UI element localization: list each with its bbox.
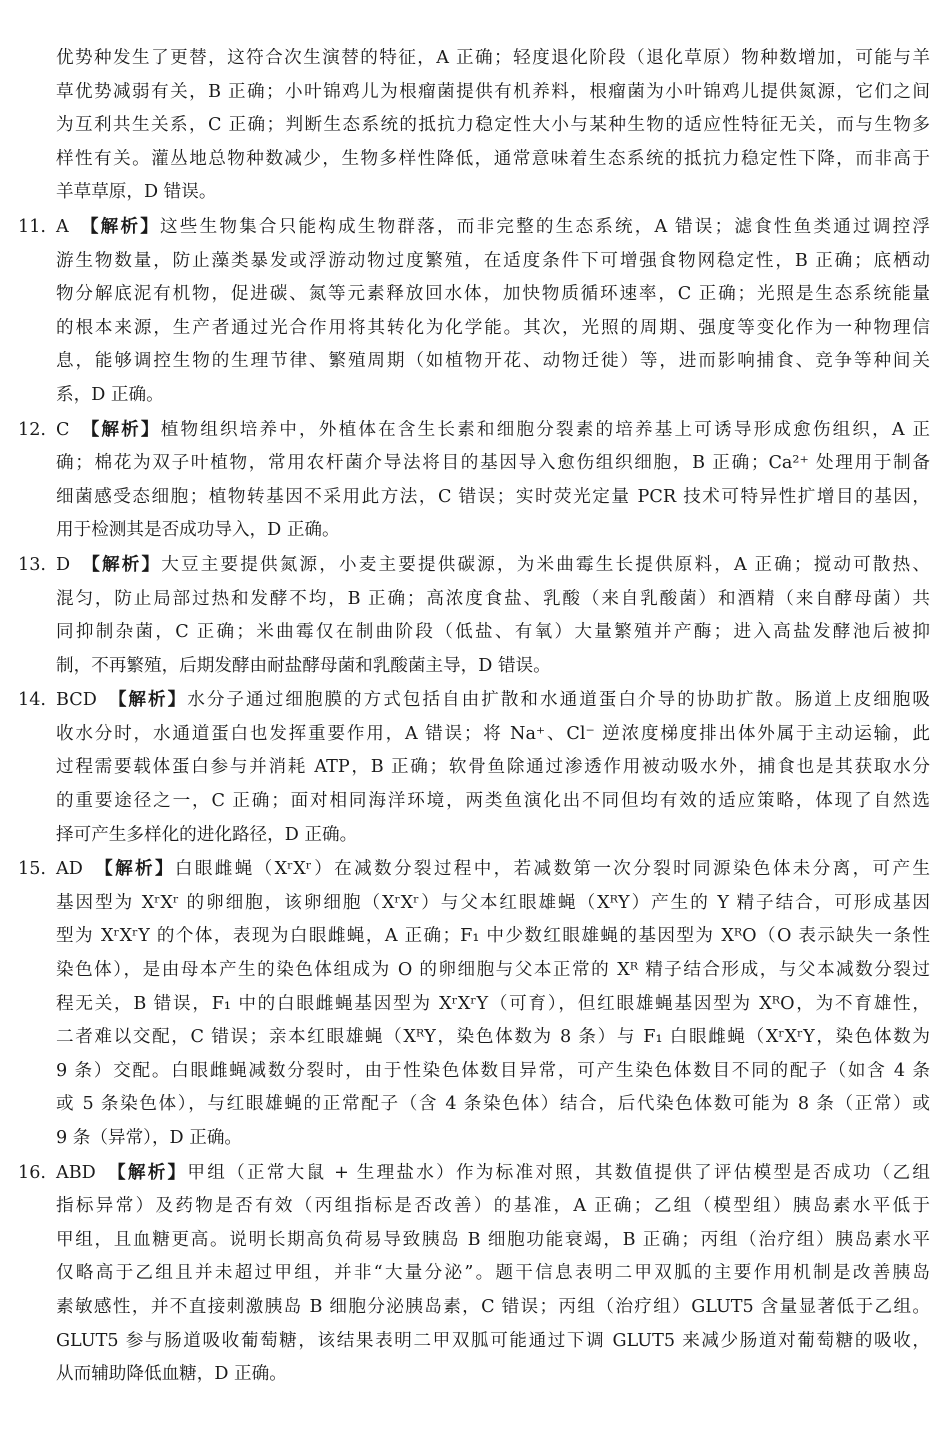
analysis-line: 仅略高于乙组且并未超过甲组，并非“大量分泌”。题干信息表明二甲双胍的主要作用机制是改善胰岛: [56, 1263, 930, 1284]
answer-item-13: [18, 548, 930, 683]
analysis-line: 甲组，且血糖更高。说明长期高负荷易导致胰岛 B 细胞功能衰竭，B 正确；丙组（治疗组）胰岛素水平: [56, 1229, 930, 1250]
analysis-line: 9 条）交配。白眼雌蝇减数分裂时，由于性染色体数目异常，可产生染色体数目不同的配子（如含 4 条: [56, 1060, 930, 1081]
question-number: 13.: [18, 554, 46, 575]
answer-key: BCD: [56, 690, 97, 711]
question-number: 15.: [18, 859, 46, 880]
analysis-tag: 【解析】: [79, 418, 161, 440]
intro-line: 为互利共生关系，C 正确；判断生态系统的抵抗力稳定性大小与某种生物的适应性特征无关，而与生物多: [56, 115, 930, 136]
analysis-text: 这些生物集合只能构成生物群落，而非完整的生态系统，A 错误；滤食性鱼类通过调控浮: [160, 216, 930, 237]
answer-key: A: [56, 216, 69, 237]
analysis-line: 染色体），是由母本产生的染色体组成为 O 的卵细胞与父本正常的 Xᴿ 精子结合形成，与父本减数分裂过: [56, 960, 930, 981]
answer-item-15: [18, 852, 930, 1155]
analysis-line: 的重要途径之一，C 正确；面对相同海洋环境，两类鱼演化出不同但均有效的适应策略，体现了自然选: [56, 791, 930, 812]
analysis-line: GLUT5 参与肠道吸收葡萄糖，该结果表明二甲双胍可能通过下调 GLUT5 来减少肠道对葡萄糖的吸收，: [56, 1330, 930, 1351]
intro-line: 样性有关。灌丛地总物种数减少，生物多样性降低，通常意味着生态系统的抵抗力稳定性下降，而非高于: [56, 148, 930, 169]
question-number: 11.: [18, 216, 46, 237]
analysis-line: 的根本来源，生产者通过光合作用将其转化为化学能。其次，光照的周期、强度等变化作为一种物理信: [56, 317, 930, 338]
analysis-line: 从而辅助降低血糖，D 正确。: [56, 1364, 287, 1385]
analysis-line: 9 条（异常），D 正确。: [56, 1128, 243, 1148]
analysis-tag: 【解析】: [80, 553, 162, 575]
question-number: 14.: [18, 690, 46, 711]
analysis-line: 物分解底泥有机物，促进碳、氮等元素释放回水体，加快物质循环速率，C 正确；光照是生态系统能量: [56, 284, 930, 305]
analysis-line: 二者难以交配，C 错误；亲本红眼雄蝇（XᴿY，染色体数为 8 条）与 F₁ 白眼雌蝇（XʳXʳY，染色体数为: [56, 1027, 930, 1048]
intro-line: 优势种发生了更替，这符合次生演替的特征，A 正确；轻度退化阶段（退化草原）物种数增加，可能与羊: [56, 48, 930, 68]
analysis-text: 植物组织培养中，外植体在含生长素和细胞分裂素的培养基上可诱导形成愈伤组织，A 正: [160, 419, 930, 440]
answer-item-12: [18, 413, 930, 548]
analysis-line: 收水分时，水通道蛋白也发挥重要作用，A 错误；将 Na⁺、Cl⁻ 逆浓度梯度排出体外属于主动运输，此: [56, 723, 930, 744]
analysis-text: 水分子通过细胞膜的方式包括自由扩散和水通道蛋白介导的协助扩散。肠道上皮细胞吸: [187, 690, 930, 711]
analysis-text: 甲组（正常大鼠 + 生理盐水）作为标准对照，其数值提供了评估模型是否成功（乙组: [187, 1162, 930, 1183]
question-number: 16.: [18, 1162, 46, 1183]
analysis-line: 混匀，防止局部过热和发酵不均，B 正确；高浓度食盐、乳酸（来自乳酸菌）和酒精（来自酵母菌）共: [56, 588, 930, 609]
answer-key: ABD: [56, 1162, 96, 1183]
answer-first-line: [18, 683, 930, 718]
analysis-line: 确；棉花为双子叶植物，常用农杆菌介导法将目的基因导入愈伤组织细胞，B 正确；Ca²⁺ 处理用于制备: [56, 453, 930, 474]
answer-first-line: [18, 548, 930, 583]
answer-key: AD: [56, 859, 83, 880]
answer-key: D: [56, 554, 71, 575]
answer-item-16: [18, 1156, 930, 1392]
analysis-line: 过程需要载体蛋白参与并消耗 ATP，B 正确；软骨鱼除通过渗透作用被动吸水外，捕食也是其获取水分: [56, 757, 930, 778]
intro-paragraph: [18, 42, 930, 210]
analysis-line: 基因型为 XʳXʳ 的卵细胞，该卵细胞（XʳXʳ）与父本红眼雄蝇（XᴿY）产生的 Y 精子结合，可形成基因: [56, 892, 930, 913]
analysis-line: 素敏感性，并不直接刺激胰岛 B 细胞分泌胰岛素，C 错误；丙组（治疗组）GLUT5 含量显著低于乙组。: [56, 1296, 930, 1317]
answer-item-14: [18, 683, 930, 852]
answer-list: [18, 210, 930, 1392]
analysis-tag: 【解析】: [106, 689, 188, 711]
answer-first-line: [18, 1156, 930, 1191]
analysis-line: 息，能够调控生物的生理节律、繁殖周期（如植物开花、动物迁徙）等，进而影响捕食、竞争等种间关: [56, 351, 930, 372]
analysis-line: 或 5 条染色体），与红眼雄蝇的正常配子（含 4 条染色体）结合，后代染色体数可能为 8 条（正常）或: [56, 1094, 930, 1115]
analysis-line: 细菌感受态细胞；植物转基因不采用此方法，C 错误；实时荧光定量 PCR 技术可特异性扩增目的基因，: [56, 486, 930, 507]
analysis-text: 大豆主要提供氮源，小麦主要提供碳源，为米曲霉生长提供原料，A 正确；搅动可散热、: [161, 554, 930, 575]
answer-first-line: [18, 852, 930, 887]
analysis-text: 白眼雌蝇（XʳXʳ）在减数分裂过程中，若减数第一次分裂时同源染色体未分离，可产生: [174, 859, 930, 880]
answer-item-11: [18, 210, 930, 413]
analysis-tag: 【解析】: [92, 858, 175, 880]
analysis-line: 型为 XʳXʳY 的个体，表现为白眼雌蝇，A 正确；F₁ 中少数红眼雄蝇的基因型为 XᴿO（O 表示缺失一条性: [56, 926, 930, 947]
answer-first-line: [18, 210, 930, 245]
analysis-tag: 【解析】: [105, 1161, 188, 1183]
analysis-line: 择可产生多样化的进化路径，D 正确。: [56, 824, 358, 845]
analysis-line: 制，不再繁殖，后期发酵由耐盐酵母菌和乳酸菌主导，D 错误。: [56, 655, 551, 676]
analysis-line: 指标异常）及药物是否有效（丙组指标是否改善）的基准，A 正确；乙组（模型组）胰岛素水平低于: [56, 1196, 930, 1217]
analysis-line: 同抑制杂菌，C 正确；米曲霉仅在制曲阶段（低盐、有氧）大量繁殖并产酶；进入高盐发酵池后被抑: [56, 622, 930, 643]
intro-line: 草优势减弱有关，B 正确；小叶锦鸡儿为根瘤菌提供有机养料，根瘤菌为小叶锦鸡儿提供氮源，它们之间: [56, 81, 930, 102]
analysis-line: 程无关，B 错误，F₁ 中的白眼雌蝇基因型为 XʳXʳY（可育），但红眼雄蝇基因型为 XᴿO，为不育雄性，: [56, 993, 930, 1014]
answer-key: C: [56, 419, 70, 440]
intro-line: 羊草草原，D 错误。: [56, 182, 217, 203]
analysis-line: 游生物数量，防止藻类暴发或浮游动物过度繁殖，在适度条件下可增强食物网稳定性，B 正确；底栖动: [56, 250, 930, 271]
question-number: 12.: [18, 419, 46, 440]
analysis-line: 用于检测其是否成功导入，D 正确。: [56, 520, 340, 541]
answer-first-line: [18, 413, 930, 448]
analysis-line: 系，D 正确。: [56, 384, 164, 405]
analysis-tag: 【解析】: [78, 215, 161, 237]
